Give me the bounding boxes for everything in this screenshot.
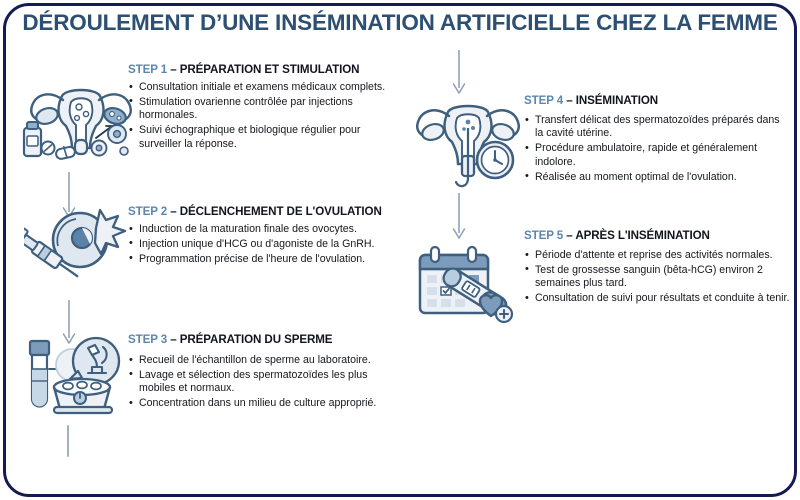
step-1-dash: – — [167, 63, 180, 76]
step-5-number: STEP 5 — [524, 229, 564, 242]
step-3-heading — [128, 333, 393, 346]
step-1-block — [128, 63, 398, 153]
step-1-heading — [128, 63, 398, 76]
step-4-block — [524, 94, 790, 186]
list-item: • Transfert délicat des spermatozoïdes préparés dans la cavité utérine. — [524, 114, 790, 141]
connector-arrow-into-step4 — [450, 50, 468, 98]
list-item: • Induction de la maturation finale des ovocytes. — [128, 223, 400, 236]
step-2-title: DÉCLENCHEMENT DE L'OVULATION — [179, 205, 382, 218]
step-2-block — [128, 205, 400, 268]
page-title: DÉROULEMENT D’UNE INSÉMINATION ARTIFICIELLE CHEZ LA FEMME — [22, 10, 778, 35]
list-item: • Recueil de l'échantillon de sperme au laboratoire. — [128, 354, 393, 367]
list-item: • Programmation précise de l'heure de l'ovulation. — [128, 253, 400, 266]
step-4-illustration — [412, 98, 524, 199]
step-1-bullet-list — [128, 81, 398, 151]
step-2-illustration — [24, 206, 134, 297]
step-2-heading — [128, 205, 400, 218]
step-3-title: PRÉPARATION DU SPERME — [179, 333, 333, 346]
list-item: • Période d'attente et reprise des activités normales. — [524, 249, 790, 262]
step-1-number: STEP 1 — [128, 63, 168, 76]
step-3-illustration — [24, 335, 134, 426]
connector-stub-bottom — [67, 425, 69, 457]
step-5-block — [524, 229, 790, 307]
connector-arrow-step4-step5 — [450, 193, 468, 243]
step-5-dash: – — [563, 229, 576, 242]
step-1-illustration — [22, 78, 140, 175]
list-item: • Lavage et sélection des spermatozoïdes les plus mobiles et normaux. — [128, 369, 393, 396]
list-item: • Procédure ambulatoire, rapide et généralement indolore. — [524, 142, 790, 169]
step-3-block — [128, 333, 393, 412]
list-item: • Stimulation ovarienne contrôlée par injections hormonales. — [128, 96, 398, 123]
list-item: • Concentration dans un milieu de culture approprié. — [128, 397, 393, 410]
step-4-heading — [524, 94, 790, 107]
step-4-bullet-list — [524, 114, 790, 184]
step-5-illustration — [414, 243, 524, 340]
list-item: • Suivi échographique et biologique régulier pour surveiller la réponse. — [128, 124, 398, 151]
step-4-number: STEP 4 — [524, 94, 564, 107]
list-item: • Injection unique d'HCG ou d'agoniste de la GnRH. — [128, 238, 400, 251]
step-2-dash: – — [167, 205, 180, 218]
step-5-heading — [524, 229, 790, 242]
step-3-bullet-list — [128, 354, 393, 411]
list-item: • Consultation initiale et examens médicaux complets. — [128, 81, 398, 94]
step-2-bullet-list — [128, 223, 400, 266]
list-item: • Réalisée au moment optimal de l'ovulation. — [524, 171, 790, 184]
step-2-number: STEP 2 — [128, 205, 168, 218]
list-item: • Test de grossesse sanguin (bêta-hCG) environ 2 semaines plus tard. — [524, 264, 790, 291]
step-1-title: PRÉPARATION ET STIMULATION — [179, 63, 360, 76]
step-5-bullet-list — [524, 249, 790, 306]
step-3-number: STEP 3 — [128, 333, 168, 346]
step-5-title: APRÈS L'INSÉMINATION — [575, 229, 710, 242]
step-4-dash: – — [563, 94, 576, 107]
step-4-title: INSÉMINATION — [575, 94, 659, 107]
step-3-dash: – — [167, 333, 180, 346]
list-item: • Consultation de suivi pour résultats et conduite à tenir. — [524, 292, 790, 305]
